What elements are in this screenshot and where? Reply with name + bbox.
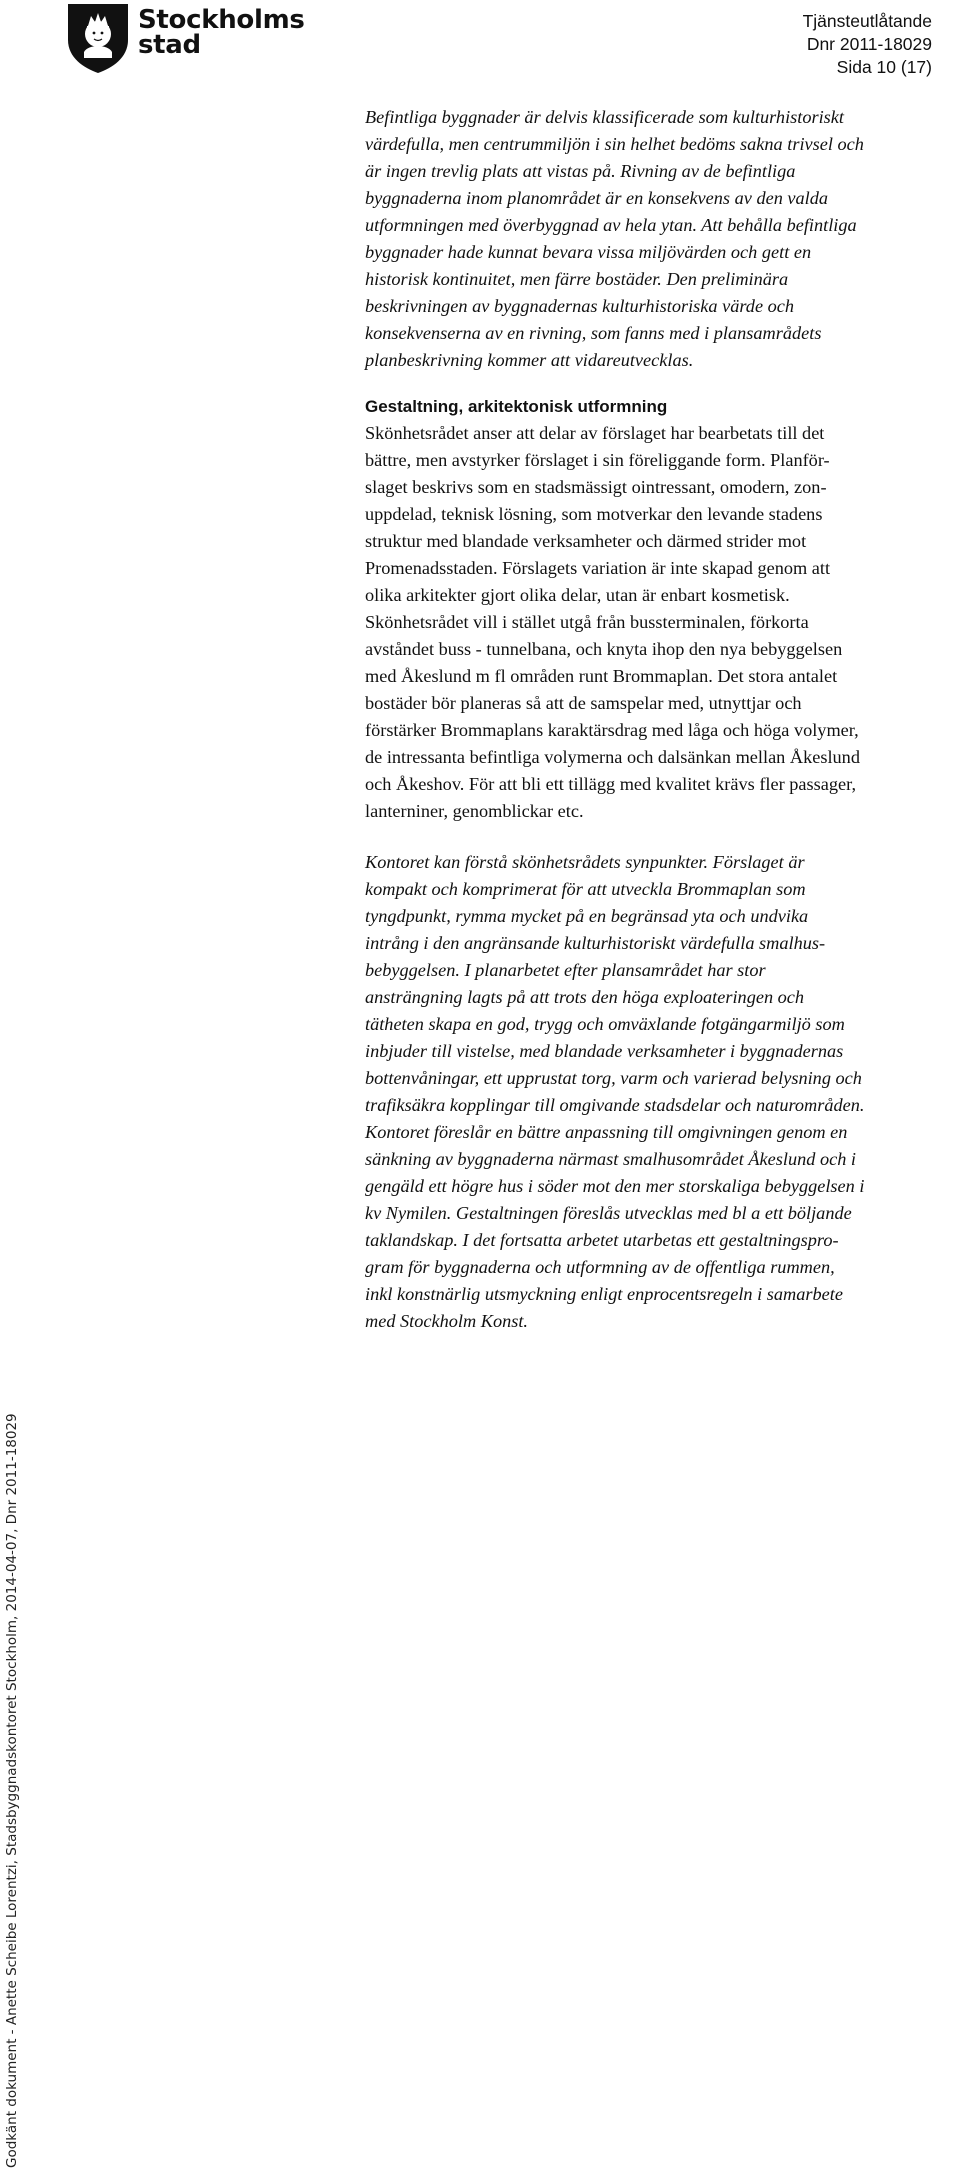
paragraph-beauty-council: [365, 420, 960, 825]
text-line: tyngdpunkt, rymma mycket på en begränsad yta och undvika: [365, 906, 809, 926]
text-line: inkl konstnärlig utsmyckning enligt enprocentsregeln i samarbete: [365, 1284, 843, 1304]
text-line: gram för byggnaderna och utformning av de offentliga rummen,: [365, 1257, 835, 1277]
text-line: lanterniner, genomblickar etc.: [365, 801, 584, 821]
text-line: uppdelad, teknisk lösning, som motverkar den levande stadens: [365, 504, 823, 524]
text-line: är ingen trevlig plats att vistas på. Rivning av de befintliga: [365, 161, 796, 181]
approval-stamp-text: Godkänt dokument - Anette Scheibe Lorentzi, Stadsbyggnadskontoret Stockholm, 2014-04-07, Dnr 2011-18029: [4, 1413, 20, 2168]
document-meta: [803, 10, 932, 79]
text-line: historisk kontinuitet, men färre bostäder. Den preliminära: [365, 269, 789, 289]
text-line: Skönhetsrådet anser att delar av förslaget har bearbetats till det: [365, 423, 825, 443]
text-line: bebyggelsen. I planarbetet efter plansamrådet har stor: [365, 960, 766, 980]
text-line: de intressanta befintliga volymerna och dalsänkan mellan Åkeslund: [365, 747, 860, 767]
text-line: taklandskap. I det fortsatta arbetet utarbetas ett gestaltningspro-: [365, 1230, 839, 1250]
text-line: konsekvenserna av en rivning, som fanns med i plansamrådets: [365, 323, 822, 343]
text-line: beskrivningen av byggnadernas kulturhistoriska värde och: [365, 296, 795, 316]
text-line: värdefulla, men centrummiljön i sin helhet bedöms sakna trivsel och: [365, 134, 864, 154]
coat-of-arms-icon: [66, 2, 130, 74]
text-line: Kontoret föreslår en bättre anpassning till omgivningen genom en: [365, 1122, 848, 1142]
text-line: tätheten skapa en god, trygg och omväxlande fotgängarmiljö som: [365, 1014, 845, 1034]
stockholms-stad-logo: [66, 2, 305, 74]
text-line: kv Nymilen. Gestaltningen föreslås utvecklas med bl a ett böljande: [365, 1203, 852, 1223]
text-line: utformningen med överbyggnad av hela ytan. Att behålla befintliga: [365, 215, 857, 235]
text-line: kompakt och komprimerat för att utveckla Brommaplan som: [365, 879, 806, 899]
text-line: ansträngning lagts på att trots den höga exploateringen och: [365, 987, 805, 1007]
section-heading: Gestaltning, arkitektonisk utformning: [365, 397, 668, 416]
text-line: slaget beskrivs som en stadsmässigt ointressant, omodern, zon-: [365, 477, 827, 497]
text-line: med Åkeslund m fl områden runt Brommaplan. Det stora antalet: [365, 666, 838, 686]
approval-stamp: [0, 678, 24, 2168]
document-number: Dnr 2011-18029: [806, 34, 932, 54]
text-line: bostäder bör planeras så att de samspelar med, utnyttjar och: [365, 693, 802, 713]
text-line: förstärker Brommaplans karaktärsdrag med låga och höga volymer,: [365, 720, 859, 740]
logo-wordmark: [138, 5, 305, 60]
text-line: inbjuder till vistelse, med blandade verksamheter i byggnadernas: [365, 1041, 844, 1061]
text-line: gengäld ett högre hus i söder mot den mer storskaliga bebyggelsen i: [365, 1176, 865, 1196]
page-number: Sida 10 (17): [836, 57, 932, 77]
text-line: Promenadsstaden. Förslagets variation är inte skapad genom att: [365, 558, 831, 578]
logo-text-line: stad: [138, 30, 201, 60]
paragraph-cultural-history: [365, 104, 960, 374]
text-line: Kontoret kan förstå skönhetsrådets synpunkter. Förslaget är: [365, 852, 805, 872]
text-line: struktur med blandade verksamheter och därmed strider mot: [365, 531, 807, 551]
paragraph-office-response: [365, 849, 960, 1335]
text-line: Befintliga byggnader är delvis klassificerade som kulturhistoriskt: [365, 107, 844, 127]
text-line: bättre, men avstyrker förslaget i sin föreliggande form. Planför-: [365, 450, 830, 470]
text-line: Skönhetsrådet vill i stället utgå från bussterminalen, förkorta: [365, 612, 809, 632]
text-line: med Stockholm Konst.: [365, 1311, 528, 1331]
text-line: olika arkitekter gjort olika delar, utan är enbart kosmetisk.: [365, 585, 790, 605]
text-line: bottenvåningar, ett upprustat torg, varm och varierad belysning och: [365, 1068, 862, 1088]
text-line: trafiksäkra kopplingar till omgivande stadsdelar och naturområden.: [365, 1095, 865, 1115]
text-line: och Åkeshov. För att bli ett tillägg med kvalitet krävs fler passager,: [365, 774, 857, 794]
document-type: Tjänsteutlåtande: [802, 11, 932, 31]
text-line: byggnader hade kunnat bevara vissa miljövärden och gett en: [365, 242, 812, 262]
logo-text-line: Stockholms: [138, 5, 305, 35]
text-line: byggnaderna inom planområdet är en konsekvens av den valda: [365, 188, 829, 208]
text-line: sänkning av byggnaderna närmast smalhusområdet Åkeslund och i: [365, 1149, 857, 1169]
text-line: intrång i den angränsande kulturhistoriskt värdefulla smalhus-: [365, 933, 826, 953]
document-body: [365, 104, 960, 1335]
text-line: avståndet buss - tunnelbana, och knyta ihop den nya bebyggelsen: [365, 639, 843, 659]
text-line: planbeskrivning kommer att vidareutvecklas.: [365, 350, 694, 370]
